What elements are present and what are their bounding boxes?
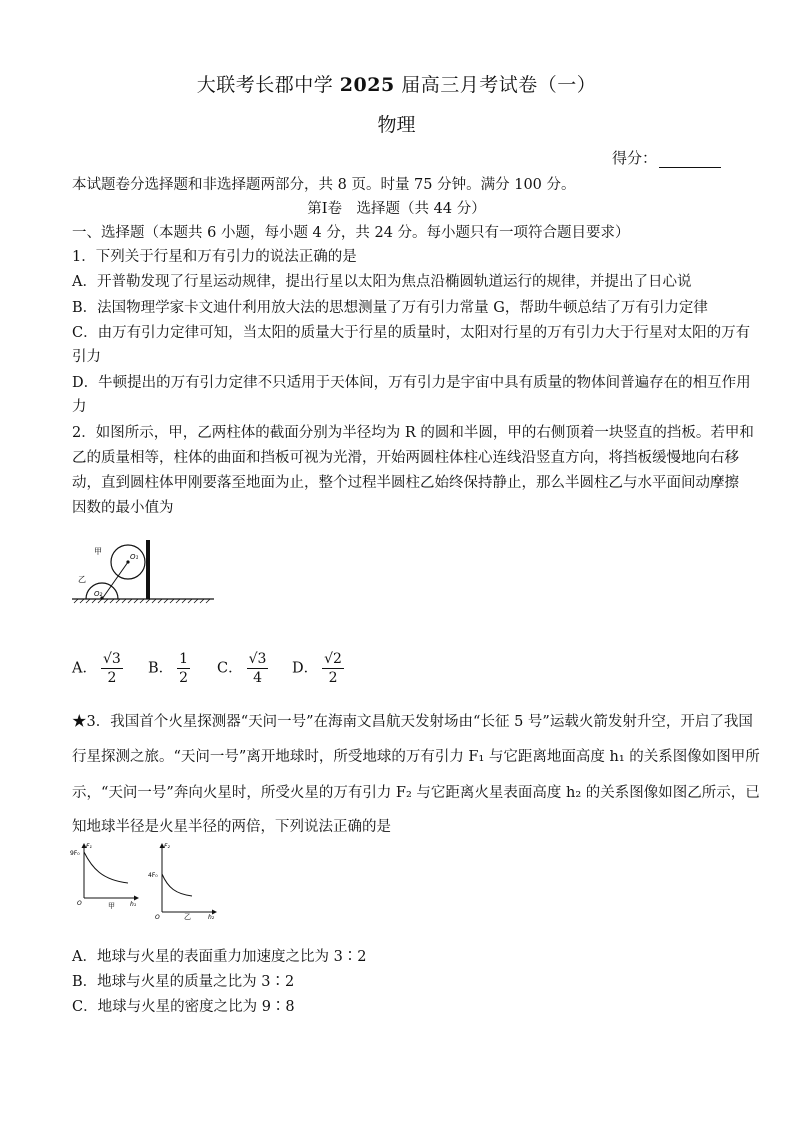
q3-option-b: B．地球与火星的质量之比为 3∶2 xyxy=(72,974,295,990)
q2-option-c-fraction: $\frac{√3}{4}$ xyxy=(248,651,267,686)
score-blank xyxy=(659,153,721,168)
q2-stem-line3: 动，直到圆柱体甲刚要落至地面为止，整个过程半圆柱乙始终保持静止，那么半圆柱乙与水平面间动摩擦 xyxy=(72,475,739,491)
q2-stem-line4: 因数的最小值为 xyxy=(72,500,174,516)
graph-jia-caption: 甲 xyxy=(108,902,115,910)
graph-jia xyxy=(70,843,138,910)
section-heading: 第Ⅰ卷 选择题（共 44 分） xyxy=(307,201,486,217)
intro-text: 本试题卷分选择题和非选择题两部分，共 8 页。时量 75 分钟。满分 100 分。 xyxy=(72,177,576,193)
q1-stem: 1．下列关于行星和万有引力的说法正确的是 xyxy=(72,249,357,265)
part-heading: 一、选择题（本题共 6 小题，每小题 4 分，共 24 分。每小题只有一项符合题目要求） xyxy=(72,225,630,241)
graph-jia-x-label: h₁ xyxy=(130,901,137,908)
graph-yi-y-top: 4F₀ xyxy=(148,872,158,879)
q3-option-c: C．地球与火星的密度之比为 9∶8 xyxy=(72,999,295,1015)
graph-yi xyxy=(148,843,216,920)
q3-stem-line4: 知地球半径是火星半径的两倍，下列说法正确的是 xyxy=(72,819,391,835)
graph-yi-curve xyxy=(162,874,192,896)
q2-option-d: D． $\frac{√2}{2}$ xyxy=(292,651,342,686)
subject-title: 物理 xyxy=(377,114,416,136)
q3-stem-line2: 行星探测之旅。“天问一号”离开地球时，所受地球的万有引力 F₁ 与它距离地面高度 h₁ 的关系图像如图甲所 xyxy=(72,749,760,765)
exam-title: 大联考长郡中学 2025 届高三月考试卷（一） xyxy=(196,74,597,96)
q3-stem-line3: 示，“天问一号”奔向火星时，所受火星的万有引力 F₂ 与它距离火星表面高度 h₂ 的关系图像如图乙所示，已 xyxy=(72,785,760,801)
q2-option-a-fraction: $\frac{√3}{2}$ xyxy=(102,651,121,686)
q2-stem-line1: 2．如图所示，甲，乙两柱体的截面分别为半径均为 R 的圆和半圆，甲的右侧顶着一块竖直的挡板。若甲和 xyxy=(72,425,754,441)
q2-figure xyxy=(70,535,220,610)
label-o1: O₁ xyxy=(130,553,139,561)
q1-option-c-cont: 引力 xyxy=(72,349,101,365)
q2-option-a: A． $\frac{√3}{2}$ xyxy=(72,651,121,686)
vertical-board xyxy=(146,540,150,599)
label-jia: 甲 xyxy=(94,547,102,556)
graph-jia-y-top: 9F₀ xyxy=(70,850,80,857)
graph-jia-y-label: F₁ xyxy=(86,843,92,850)
center-line xyxy=(102,562,128,599)
q2-option-b: B． $\frac{1}{2}$ xyxy=(148,651,189,686)
graph-yi-x-label: h₂ xyxy=(208,914,215,920)
q2-option-d-fraction: $\frac{√2}{2}$ xyxy=(324,651,342,686)
q2-option-c: C． $\frac{√3}{4}$ xyxy=(217,651,267,686)
graph-yi-y-label: F₂ xyxy=(164,843,170,850)
graph-yi-caption: 乙 xyxy=(184,913,191,920)
q1-option-b: B．法国物理学家卡文迪什利用放大法的思想测量了万有引力常量 G，帮助牛顿总结了万有引力定律 xyxy=(72,300,708,316)
q3-option-a: A．地球与火星的表面重力加速度之比为 3∶2 xyxy=(72,949,367,965)
label-yi: 乙 xyxy=(78,575,86,584)
label-o2: O₂ xyxy=(94,590,103,598)
q1-option-a: A．开普勒发现了行星运动规律，提出行星以太阳为焦点沿椭圆轨道运行的规律，并提出了日心说 xyxy=(72,274,692,290)
graph-jia-origin: O xyxy=(77,900,82,907)
q2-option-b-fraction: $\frac{1}{2}$ xyxy=(179,651,189,686)
q1-option-d-cont: 力 xyxy=(72,399,87,415)
q3-figures xyxy=(70,840,270,920)
graph-yi-origin: O xyxy=(155,914,160,920)
graph-jia-curve xyxy=(84,852,128,883)
q1-option-d: D．牛顿提出的万有引力定律不只适用于天体间，万有引力是宇宙中具有质量的物体间普遍存在的相互作用 xyxy=(72,375,751,391)
score-field: 得分： xyxy=(612,147,721,168)
q3-stem-line1: ★3．我国首个火星探测器“天问一号”在海南文昌航天发射场由“长征 5 号”运载火箭发射升空，开启了我国 xyxy=(72,714,753,730)
q2-stem-line2: 乙的质量相等，柱体的曲面和挡板可视为光滑，开始两圆柱体柱心连线沿竖直方向，将挡板缓慢地向右移 xyxy=(72,450,739,466)
q1-option-c: C．由万有引力定律可知，当太阳的质量大于行星的质量时，太阳对行星的万有引力大于行星对太阳的万有 xyxy=(72,325,751,341)
